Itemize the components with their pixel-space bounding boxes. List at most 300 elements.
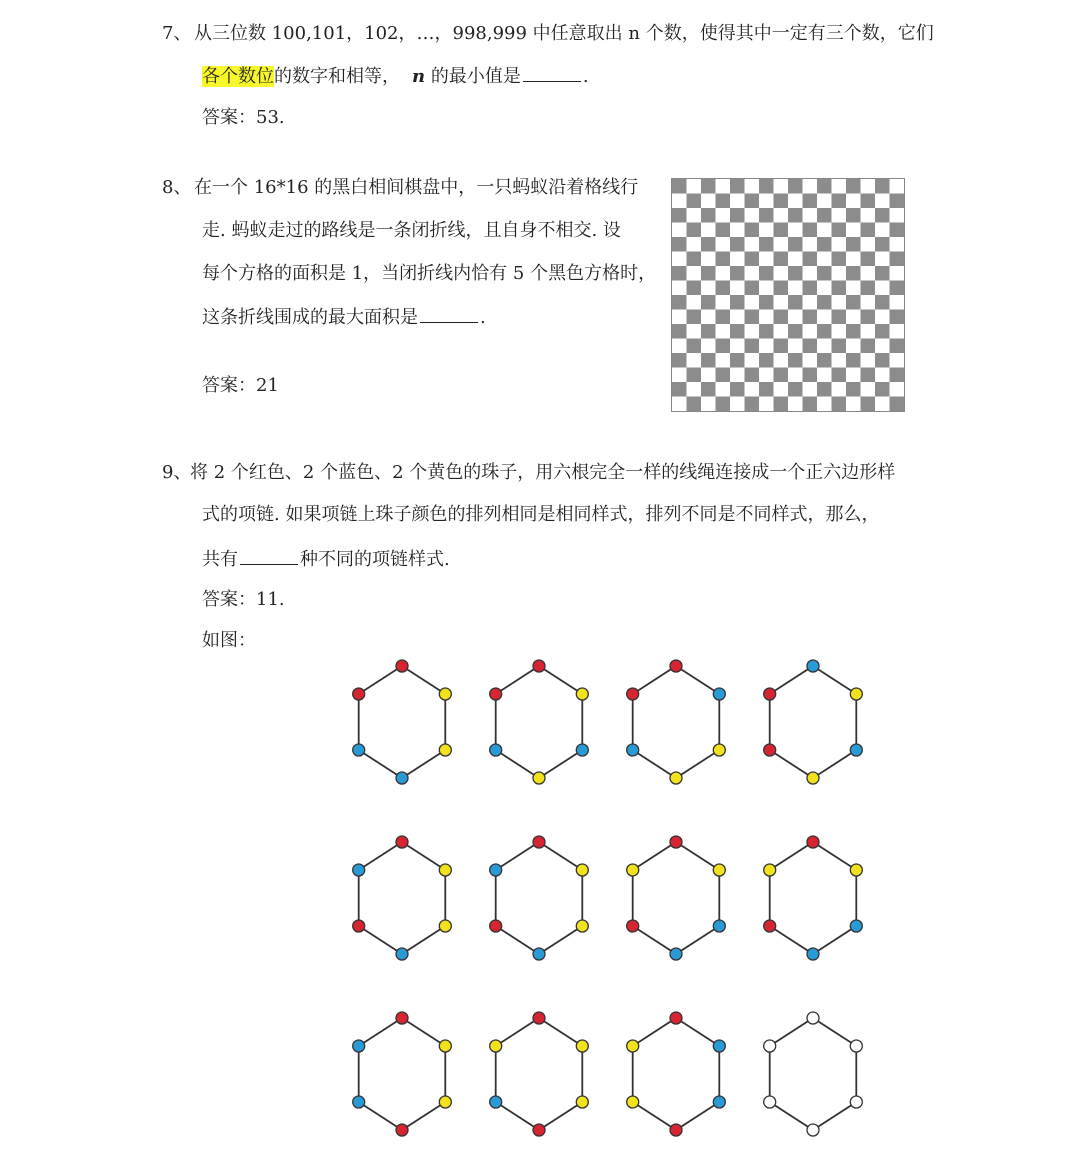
board-square [788,353,803,368]
bead [850,688,862,700]
hexagon-outline [770,666,857,778]
hexagon-outline [633,666,720,778]
board-square [759,266,774,281]
board-square [861,353,876,368]
board-square [716,339,731,354]
bead [439,864,451,876]
bead [807,836,819,848]
bead [764,1096,776,1108]
board-square [846,179,861,194]
board-square [774,324,789,339]
necklace [764,1012,863,1136]
board-square [672,324,687,339]
bead [396,1124,408,1136]
board-square [701,382,716,397]
bead [533,948,545,960]
board-square [701,397,716,412]
board-square [832,368,847,383]
board-square [832,339,847,354]
bead [764,1040,776,1052]
bead [439,744,451,756]
board-square [774,339,789,354]
hexagon-outline [496,842,583,954]
board-square [745,252,760,267]
bead [396,772,408,784]
board-square [788,237,803,252]
necklace [627,1012,726,1136]
board-square [730,252,745,267]
q7-highlight: 各个数位 [202,66,274,87]
board-square [701,194,716,209]
bead [533,1124,545,1136]
board-square [759,397,774,412]
board-square [846,266,861,281]
board-square [745,339,760,354]
hexagon-outline [770,1018,857,1130]
bead [396,1012,408,1024]
q9-number: 9、 [162,462,192,483]
board-square [672,252,687,267]
board-square [890,339,905,354]
board-square [788,266,803,281]
board-square [875,223,890,238]
board-square [774,194,789,209]
board-square [759,324,774,339]
board-square [832,237,847,252]
board-square [730,368,745,383]
board-square [890,310,905,325]
bead [439,1040,451,1052]
board-square [890,382,905,397]
necklace [353,1012,452,1136]
hexagon-outline [633,1018,720,1130]
board-square [875,353,890,368]
board-square [701,339,716,354]
board-square [846,339,861,354]
board-square [861,208,876,223]
board-square [672,208,687,223]
board-square [890,353,905,368]
board-square [716,324,731,339]
board-square [759,295,774,310]
board-square [846,237,861,252]
board-square [716,252,731,267]
board-square [730,310,745,325]
necklace [627,836,726,960]
necklace [627,660,726,784]
bead [850,864,862,876]
bead [627,1040,639,1052]
board-square [875,179,890,194]
board-square [832,324,847,339]
q8-line2: 走. 蚂蚁走过的路线是一条闭折线，且自身不相交. 设 [202,220,621,241]
board-square [803,339,818,354]
board-square [745,310,760,325]
board-square [788,295,803,310]
bead [490,864,502,876]
q8-line4-text: 这条折线围成的最大面积是 [202,307,418,328]
board-square [716,194,731,209]
board-square [687,353,702,368]
board-square [788,324,803,339]
board-square [788,397,803,412]
board-square [890,266,905,281]
board-square [687,281,702,296]
board-square [730,237,745,252]
board-square [817,252,832,267]
board-square [745,353,760,368]
bead [764,864,776,876]
board-square [846,208,861,223]
board-square [788,310,803,325]
q9-line2: 式的项链. 如果项链上珠子颜色的排列相同是相同样式，排列不同是不同样式，那么， [202,504,880,525]
board-square [788,208,803,223]
q7-line2-end: . [582,66,589,87]
bead [353,920,365,932]
board-square [745,295,760,310]
bead [490,920,502,932]
bead [670,772,682,784]
board-square [817,382,832,397]
board-square [701,324,716,339]
board-square [759,223,774,238]
board-square [745,237,760,252]
board-square [745,281,760,296]
board-square [759,368,774,383]
board-square [774,252,789,267]
bead [576,744,588,756]
board-square [759,252,774,267]
board-square [730,382,745,397]
bead [713,1096,725,1108]
board-square [730,295,745,310]
board-square [774,179,789,194]
board-square [745,266,760,281]
board-square [687,310,702,325]
bead [576,1096,588,1108]
board-square [890,252,905,267]
board-square [672,266,687,281]
q8-number: 8、 [162,177,192,198]
board-square [716,397,731,412]
board-square [846,353,861,368]
bead [353,744,365,756]
board-square [672,382,687,397]
bead [353,688,365,700]
board-square [861,281,876,296]
bead [670,660,682,672]
board-square [730,266,745,281]
hexagon-outline [359,666,446,778]
q7-number: 7、 [162,23,192,44]
board-square [730,281,745,296]
board-square [861,382,876,397]
q9-line1: 将 2 个红色、2 个蓝色、2 个黄色的珠子，用六根完全一样的线绳连接成一个正六边形样 [190,462,896,483]
board-square [774,281,789,296]
board-square [832,382,847,397]
necklace [764,836,863,960]
board-square [861,324,876,339]
q7-line2-rest-b: 的最小值是 [425,66,521,87]
bead [764,688,776,700]
board-square [861,252,876,267]
bead [490,744,502,756]
board-square [774,266,789,281]
board-square [890,281,905,296]
board-square [788,382,803,397]
bead [670,1012,682,1024]
board-square [875,368,890,383]
board-square [701,281,716,296]
bead [713,688,725,700]
board-square [832,397,847,412]
board-square [716,382,731,397]
board-square [672,310,687,325]
hexagon-outline [359,1018,446,1130]
board-square [701,223,716,238]
bead [807,660,819,672]
board-square [846,397,861,412]
board-square [774,382,789,397]
bead [627,688,639,700]
board-square [803,266,818,281]
board-square [817,194,832,209]
board-square [861,223,876,238]
hexagon-outline [496,666,583,778]
board-square [803,194,818,209]
board-square [774,295,789,310]
board-square [803,208,818,223]
board-square [701,208,716,223]
board-square [817,281,832,296]
board-square [730,194,745,209]
board-square [788,281,803,296]
board-square [890,237,905,252]
q7-line1: 从三位数 100,101，102，…，998,999 中任意取出 n 个数，使得其中一定有三个数，它们 [194,23,934,44]
bead [439,1096,451,1108]
board-square [716,310,731,325]
board-square [817,310,832,325]
board-square [846,310,861,325]
board-square [687,324,702,339]
board-square [861,310,876,325]
board-square [846,252,861,267]
board-square [803,237,818,252]
board-square [774,208,789,223]
q9-answer-blank [240,546,298,565]
hexagon-outline [359,842,446,954]
board-square [745,324,760,339]
bead [807,948,819,960]
board-square [788,194,803,209]
board-square [803,382,818,397]
bead [850,920,862,932]
board-square [846,223,861,238]
board-square [803,252,818,267]
q9-line3 [202,546,450,572]
board-square [875,237,890,252]
board-square [716,208,731,223]
board-square [890,324,905,339]
board-square [788,368,803,383]
board-square [803,368,818,383]
board-square [861,237,876,252]
board-square [759,237,774,252]
board-square [745,194,760,209]
board-square [875,324,890,339]
board-square [759,179,774,194]
q8-answer: 答案：21 [202,375,279,396]
board-square [817,237,832,252]
necklace [764,660,863,784]
bead [533,836,545,848]
board-square [687,295,702,310]
necklace [490,660,589,784]
board-square [730,179,745,194]
board-square [687,339,702,354]
q7-answer-blank [523,63,581,82]
necklace [353,660,452,784]
board-square [788,252,803,267]
board-square [672,281,687,296]
board-square [701,266,716,281]
board-square [759,382,774,397]
board-square [817,368,832,383]
bead [627,744,639,756]
board-square [832,179,847,194]
board-square [672,397,687,412]
board-square [832,252,847,267]
board-square [759,310,774,325]
board-square [890,397,905,412]
board-square [730,223,745,238]
board-square [875,397,890,412]
board-square [730,208,745,223]
board-square [861,179,876,194]
q9-figure-label: 如图： [202,630,256,651]
board-square [672,179,687,194]
board-square [832,266,847,281]
bead [627,864,639,876]
board-square [774,223,789,238]
board-square [716,295,731,310]
board-square [832,295,847,310]
board-square [774,310,789,325]
q7-n: n [412,66,426,87]
board-square [846,382,861,397]
board-square [672,353,687,368]
board-square [861,397,876,412]
board-square [788,339,803,354]
hexagon-outline [770,842,857,954]
board-square [832,310,847,325]
bead [807,772,819,784]
board-square [890,295,905,310]
board-square [788,223,803,238]
board-square [890,368,905,383]
board-square [672,295,687,310]
q8-line4 [202,304,486,330]
hexagon-outline [633,842,720,954]
board-square [817,324,832,339]
board-square [759,281,774,296]
board-square [803,281,818,296]
board-square [687,179,702,194]
board-square [875,281,890,296]
board-square [687,397,702,412]
board-square [861,266,876,281]
board-square [672,223,687,238]
board-square [745,208,760,223]
bead [713,920,725,932]
board-square [759,353,774,368]
bead [396,660,408,672]
q8-answer-blank [420,304,478,323]
board-square [745,368,760,383]
board-square [890,194,905,209]
board-square [701,252,716,267]
board-square [759,194,774,209]
necklace [490,1012,589,1136]
necklace [353,836,452,960]
board-square [846,368,861,383]
bead [353,1096,365,1108]
board-square [701,310,716,325]
bead [439,688,451,700]
board-square [687,252,702,267]
bead [533,772,545,784]
q7-line2 [202,63,589,89]
board-square [701,295,716,310]
bead [353,1040,365,1052]
bead [627,920,639,932]
board-square [774,397,789,412]
board-square [861,339,876,354]
board-square [774,353,789,368]
board-square [745,382,760,397]
board-square [875,252,890,267]
bead [439,920,451,932]
bead [396,948,408,960]
q7-answer: 答案：53. [202,107,285,128]
bead [713,864,725,876]
bead [490,1096,502,1108]
board-square [861,194,876,209]
board-square [687,237,702,252]
board-square [817,397,832,412]
board-square [861,295,876,310]
necklace-figure [335,640,895,1160]
board-square [672,368,687,383]
board-square [817,339,832,354]
board-square [730,397,745,412]
board-square [745,179,760,194]
bead [533,1012,545,1024]
board-square [846,281,861,296]
board-square [803,179,818,194]
board-square [817,266,832,281]
board-square [716,266,731,281]
bead [807,1124,819,1136]
board-square [875,208,890,223]
bead [490,688,502,700]
q8-line1: 在一个 16*16 的黑白相间棋盘中，一只蚂蚁沿着格线行 [194,177,639,198]
board-square [803,223,818,238]
bead [713,1040,725,1052]
board-square [832,353,847,368]
bead [627,1096,639,1108]
bead [670,836,682,848]
